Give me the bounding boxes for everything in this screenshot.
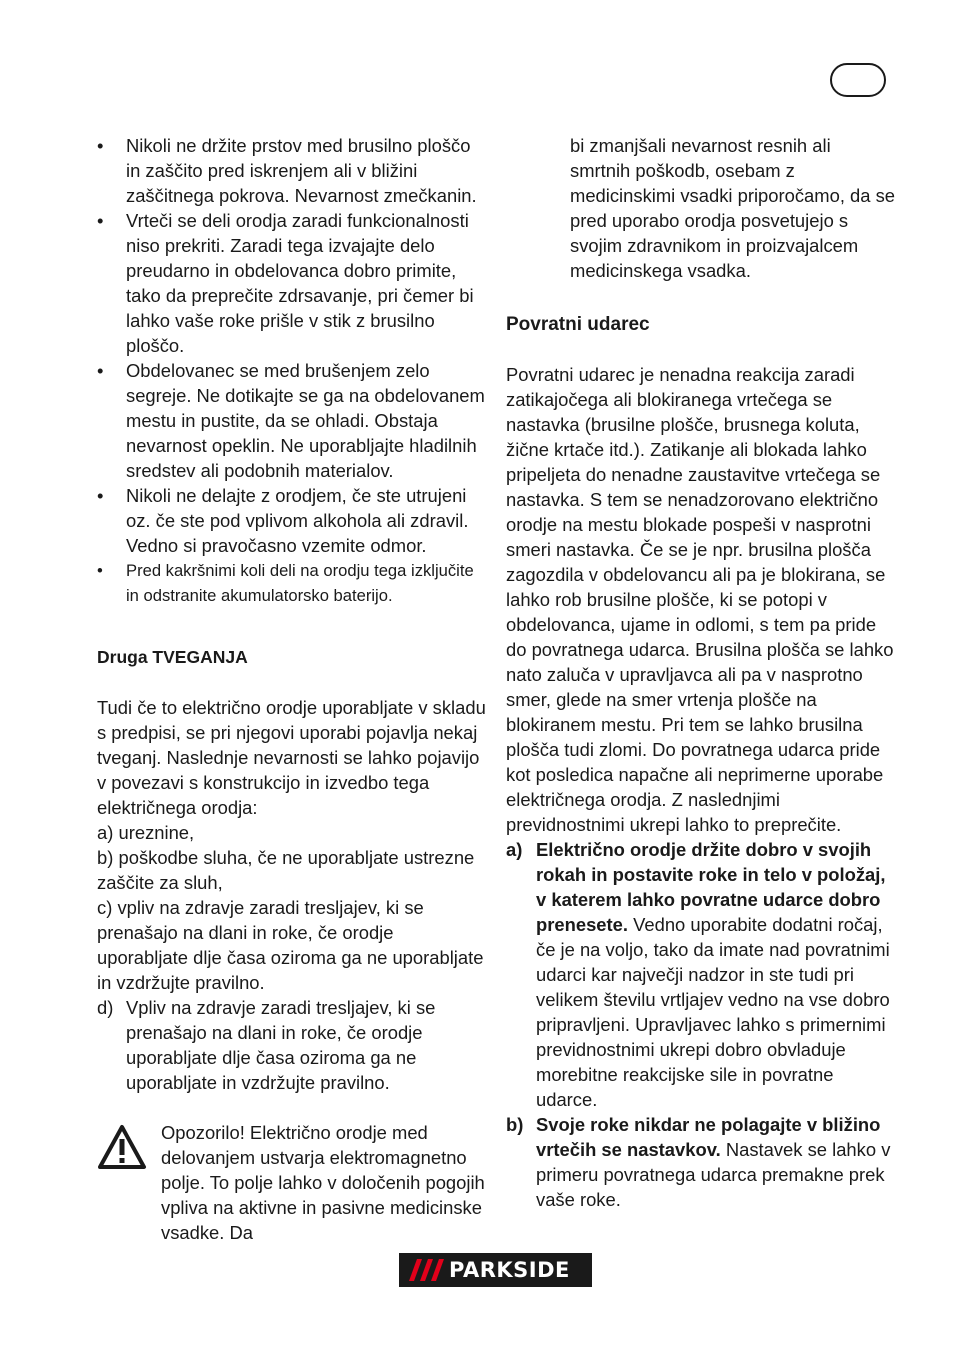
language-badge <box>830 63 886 97</box>
bullet-item: • Pred kakršnimi koli deli na orodju tega izključite in odstranite akumulatorsko baterijo. <box>97 558 487 608</box>
risk-item <box>97 845 487 895</box>
risks-list <box>97 820 487 1095</box>
step-item <box>506 837 896 1112</box>
parkside-stripes-icon <box>401 1255 449 1285</box>
risk-text: Vpliv na zdravje zaradi tresljajev, ki se prenašajo na dlani in roke, če orodje uporabljate dlje časa oziroma ga ne uporabljate in vzdržujte pravilno. <box>126 997 436 1093</box>
left-column <box>97 133 487 1245</box>
step-text: Vedno uporabite dodatni ročaj, če je na voljo, tako da imate nad povratnimi udarci kar največji nadzor in ste tudi pri velikem številu vrtljajev vedno na vse dobro pripravljeni. Upravljavec lahko s primernimi previdnostnimi ukrepi dobro obvladuje morebitne reakcijske sile in povratne udarce. <box>536 914 890 1110</box>
step-bold-text: Svoje roke nikdar ne polagajte v bližino vrtečih se nastavkov. <box>536 1114 881 1160</box>
bullet-item: • Nikoli ne delajte z orodjem, če ste utrujeni oz. če ste pod vplivom alkohola ali zdravil. Vedno si pravočasno vzemite odmor. <box>97 483 487 558</box>
bullet-item: • Obdelovanec se med brušenjem zelo segreje. Ne dotikajte se ga na obdelovanem mestu in pustite, da se ohladi. Obstaja nevarnost opeklin. Ne uporabljajte hladilnih sredstev ali podobnih materialov. <box>97 358 487 483</box>
kickback-intro: Povratni udarec je nenadna reakcija zaradi zatikajočega ali blokiranega vrtečega se nastavka (brusilne plošče, brusnega koluta, žične krtače itd.). Zatikanje ali blokada lahko pripeljeta do nenadne zaustavitve vrtečega se nastavka. S tem se nenadzorovano električno orodje na mestu blokade pospeši v nasprotni smeri nastavka. Če se je npr. brusilna plošča zagozdila v obdelovancu ali pa je blokirana, se lahko rob brusilne plošče, ki se potopi v obdelovanca, ujame in odlomi, s tem pa pride do povratnega udarca. Brusilna plošča se lahko nato zaluča v upravljavca ali pa v nasprotno smer, glede na smer vrtenja plošče na blokiranem mestu. Pri tem se lahko brusilna plošča tudi zlomi. Do povratnega udarca pride kot posledica napačne ali neprimerne uporabe električnega orodja. Z naslednjimi previdnostnimi ukrepi lahko to preprečite. <box>506 364 894 835</box>
section-heading-residual-risks: Druga TVEGANJA <box>97 647 248 667</box>
step-label: b) <box>506 1114 524 1135</box>
risk-label: b) <box>97 847 114 868</box>
warning-continuation: bi zmanjšali nevarnost resnih ali smrtnih poškodb, osebam z medicinskimi vsadki priporočamo, da se pred uporabo orodja posvetujejo s svojim zdravnikom in proizvajalcem medicinskega vsadka. <box>570 135 896 281</box>
risk-text: poškodbe sluha, če ne uporabljate ustrezne zaščite za sluh, <box>97 847 475 893</box>
safety-bullet-list <box>97 133 487 608</box>
risk-item <box>97 820 487 845</box>
risks-intro: Tudi če to električno orodje uporabljate v skladu s predpisi, se pri njegovi uporabi pojavlja nekaj tveganj. Naslednje nevarnosti se lahko pojavijo v povezavi s konstrukcijo in izvedbo tega električnega orodja: <box>97 697 486 818</box>
warning-text: Opozorilo! Električno orodje med delovanjem ustvarja elektromagnetno polje. To polje lahko v določenih pogojih vpliva na aktivne in pasivne medicinske vsadke. Da <box>161 1122 485 1243</box>
risk-label: c) <box>97 897 113 918</box>
step-label: a) <box>506 839 523 860</box>
risk-label: a) <box>97 822 114 843</box>
warning-triangle-icon <box>97 1124 147 1170</box>
risk-text: ureznine, <box>118 822 195 843</box>
step-text: Nastavek se lahko v primeru povratnega udarca premakne prek vaše roke. <box>536 1139 891 1210</box>
step-bold-text: Električno orodje držite dobro v svojih rokah in postavite roke in telo v položaj, v katerem lahko povratne udarce dobro prenesete. <box>536 839 886 935</box>
logo-text: PARKSIDE <box>449 1258 570 1282</box>
risk-text: vpliv na zdravje zaradi tresljajev, ki se prenašajo na dlani in roke, če orodje uporabljate dlje časa oziroma ga ne uporabljate in vzdržujte pravilno. <box>97 897 484 993</box>
step-item <box>506 1112 896 1212</box>
right-column <box>506 133 896 1212</box>
risk-label: d) <box>97 997 114 1018</box>
risk-item <box>97 995 487 1095</box>
section-heading-kickback: Povratni udarec <box>506 314 650 335</box>
risk-item <box>97 895 487 995</box>
bullet-item: • Nikoli ne držite prstov med brusilno ploščo in zaščito pred iskrenjem ali v bližini zaščitnega pokrova. Nevarnost zmečkanin. <box>97 133 487 208</box>
bullet-item: • Vrteči se deli orodja zaradi funkcionalnosti niso prekriti. Zaradi tega izvajajte delo preudarno in obdelovanca dobro primite, tako da preprečite zdrsavanje, pri čemer bi lahko vaše roke prišle v stik z brusilno ploščo. <box>97 208 487 358</box>
kickback-steps <box>506 837 896 1212</box>
warning-block <box>97 1120 487 1245</box>
parkside-logo <box>399 1253 592 1287</box>
